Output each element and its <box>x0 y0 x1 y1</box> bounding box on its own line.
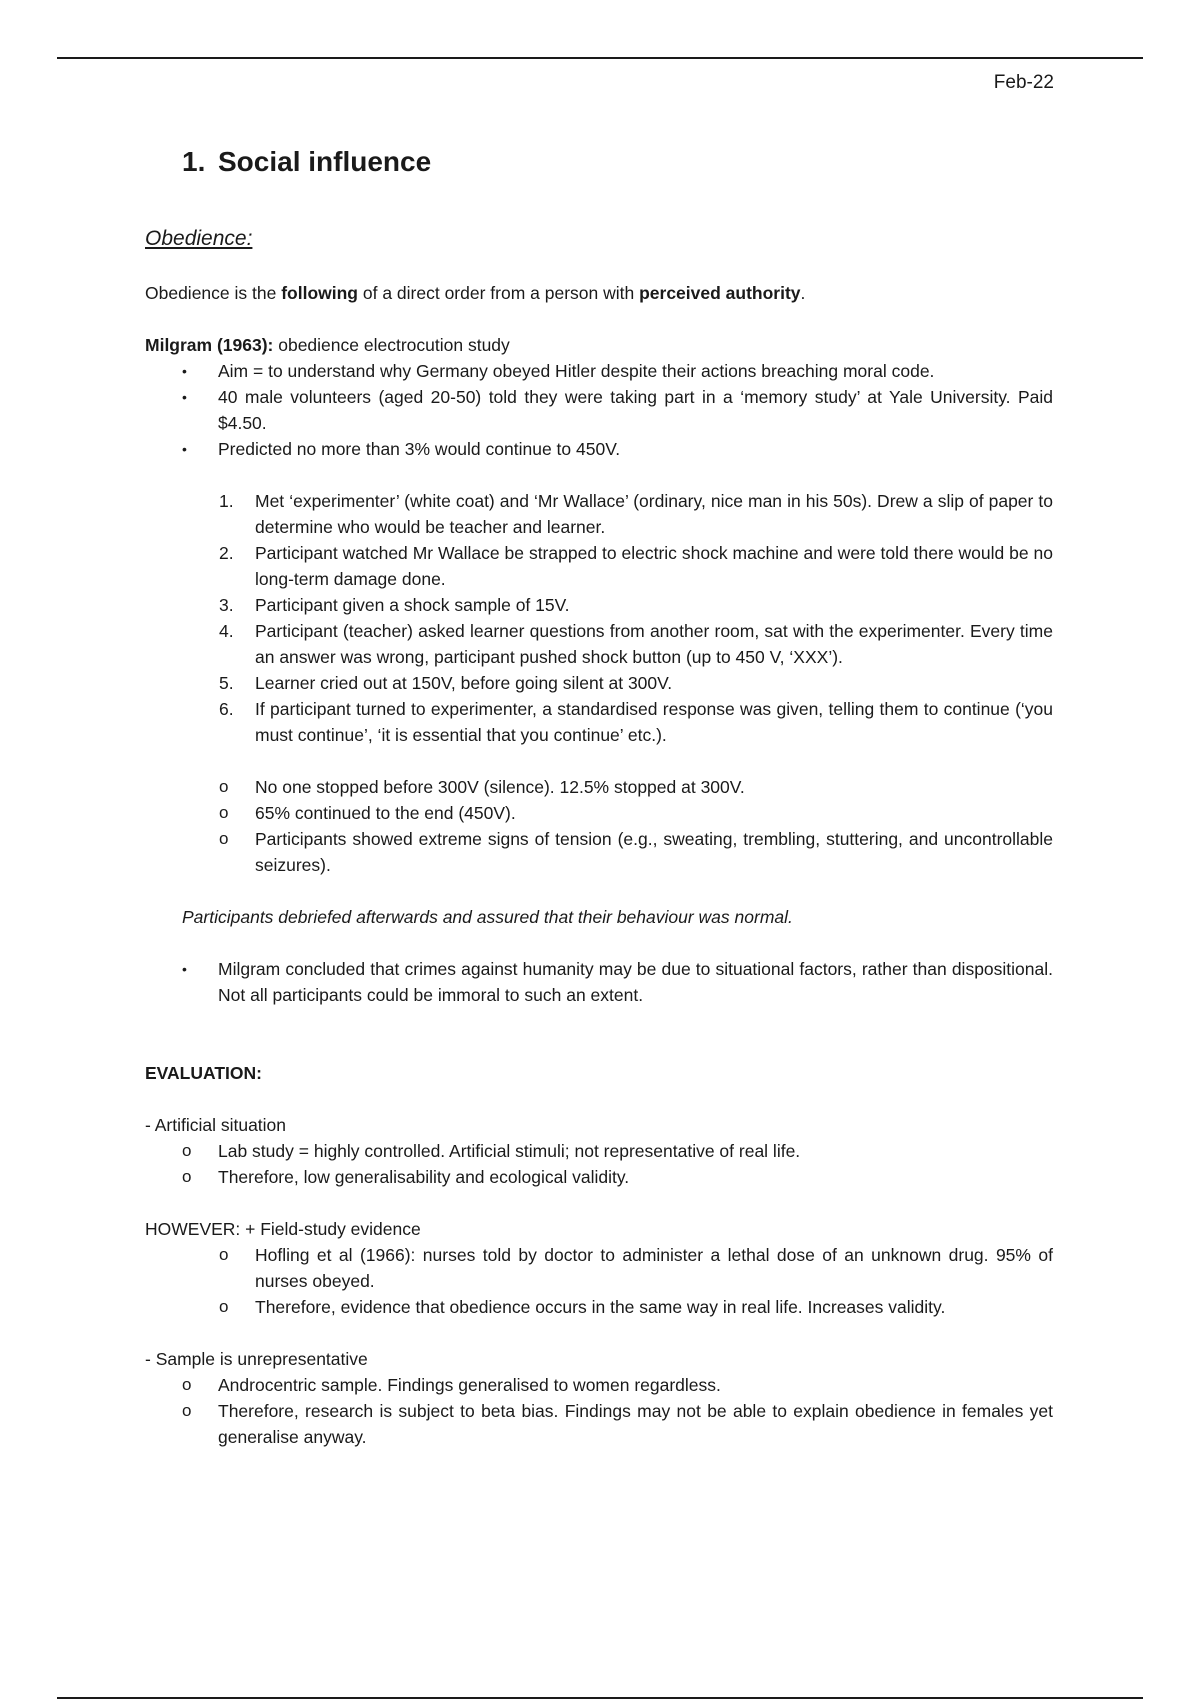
milgram-label: Milgram (1963): <box>145 335 274 355</box>
definition-text: . <box>800 283 806 303</box>
list-item-text: If participant turned to experimenter, a standardised response was given, telling them to continue (‘you must continue’, ‘it is essential that you continue’ etc.). <box>255 699 1053 745</box>
eval-artificial-points <box>145 1138 1053 1190</box>
circle-bullet-icon: o <box>219 777 229 796</box>
milgram-heading <box>145 332 1053 358</box>
title-text: Social influence <box>218 146 432 177</box>
definition-bold-authority: perceived authority <box>639 283 801 303</box>
page-title <box>182 146 431 178</box>
list-item <box>145 618 1053 670</box>
circle-bullet-icon: o <box>219 829 229 848</box>
procedure-steps <box>145 488 1053 748</box>
evaluation-heading: EVALUATION: <box>145 1063 262 1083</box>
obedience-heading: Obedience: <box>145 227 253 250</box>
list-item-text: Hofling et al (1966): nurses told by doctor to administer a lethal dose of an unknown drug. 95% of nurses obeyed. <box>255 1245 1053 1291</box>
circle-bullet-icon: o <box>219 803 229 822</box>
circle-bullet-icon: o <box>219 1245 229 1264</box>
list-item <box>145 384 1053 436</box>
title-number: 1. <box>182 146 206 177</box>
list-item-text: Aim = to understand why Germany obeyed Hitler despite their actions breaching moral code. <box>218 361 935 381</box>
header-date: Feb-22 <box>993 72 1054 93</box>
list-item <box>145 540 1053 592</box>
circle-bullet-icon: o <box>182 1401 192 1420</box>
list-item-text: Therefore, low generalisability and ecological validity. <box>218 1167 630 1187</box>
list-item <box>145 670 1053 696</box>
list-item-text: Learner cried out at 150V, before going silent at 300V. <box>255 673 673 693</box>
step-number: 4. <box>219 621 234 641</box>
list-item-text: Lab study = highly controlled. Artificial stimuli; not representative of real life. <box>218 1141 801 1161</box>
list-item <box>145 358 1053 384</box>
list-item <box>145 774 1053 800</box>
list-item <box>145 800 1053 826</box>
list-item <box>145 1372 1053 1398</box>
eval-artificial-label: - Artificial situation <box>145 1115 287 1135</box>
list-item-text: Milgram concluded that crimes against humanity may be due to situational factors, rather than dispositional. Not all participants could be immoral to such an extent. <box>218 959 1053 1005</box>
list-item-text: Participants showed extreme signs of tension (e.g., sweating, trembling, stuttering, and uncontrollable seizures). <box>255 829 1053 875</box>
document-body <box>145 226 1053 1450</box>
milgram-conclusion <box>145 956 1053 1008</box>
list-item-text: Participant watched Mr Wallace be strapped to electric shock machine and were told there would be no long-term damage done. <box>255 543 1053 589</box>
list-item <box>145 826 1053 878</box>
circle-bullet-icon: o <box>219 1297 229 1316</box>
list-item <box>145 1242 1053 1294</box>
header-rule <box>57 57 1143 59</box>
bullet-icon: • <box>182 441 187 457</box>
milgram-bullets <box>145 358 1053 462</box>
footer-rule <box>57 1697 1143 1699</box>
step-number: 5. <box>219 673 234 693</box>
circle-bullet-icon: o <box>182 1141 192 1160</box>
bullet-icon: • <box>182 961 187 977</box>
definition-bold-following: following <box>281 283 358 303</box>
step-number: 2. <box>219 543 234 563</box>
eval-however-points <box>145 1242 1053 1320</box>
list-item-text: 65% continued to the end (450V). <box>255 803 516 823</box>
list-item <box>145 488 1053 540</box>
list-item <box>145 1138 1053 1164</box>
bullet-icon: • <box>182 363 187 379</box>
definition-text: of a direct order from a person with <box>358 283 640 303</box>
obedience-definition <box>145 280 1053 306</box>
list-item-text: Participant given a shock sample of 15V. <box>255 595 570 615</box>
milgram-results <box>145 774 1053 878</box>
list-item <box>145 592 1053 618</box>
list-item-text: No one stopped before 300V (silence). 12.5% stopped at 300V. <box>255 777 745 797</box>
step-number: 1. <box>219 491 234 511</box>
list-item-text: Therefore, research is subject to beta bias. Findings may not be able to explain obedience in females yet generalise anyway. <box>218 1401 1053 1447</box>
list-item-text: Therefore, evidence that obedience occurs in the same way in real life. Increases validity. <box>255 1297 946 1317</box>
list-item <box>145 1164 1053 1190</box>
circle-bullet-icon: o <box>182 1375 192 1394</box>
list-item-text: Met ‘experimenter’ (white coat) and ‘Mr Wallace’ (ordinary, nice man in his 50s). Drew a slip of paper to determine who would be teacher and learner. <box>255 491 1053 537</box>
list-item-text: Participant (teacher) asked learner questions from another room, sat with the experimenter. Every time an answer was wrong, participant pushed shock button (up to 450 V, ‘XXX’). <box>255 621 1053 667</box>
list-item-text: 40 male volunteers (aged 20-50) told they were taking part in a ‘memory study’ at Yale University. Paid $4.50. <box>218 387 1053 433</box>
eval-sample-points <box>145 1372 1053 1450</box>
list-item <box>145 1294 1053 1320</box>
list-item-text: Androcentric sample. Findings generalised to women regardless. <box>218 1375 721 1395</box>
list-item-text: Predicted no more than 3% would continue to 450V. <box>218 439 621 459</box>
list-item <box>145 1398 1053 1450</box>
eval-sample-label: - Sample is unrepresentative <box>145 1349 368 1369</box>
bullet-icon: • <box>182 389 187 405</box>
milgram-desc: obedience electrocution study <box>273 335 510 355</box>
step-number: 6. <box>219 699 234 719</box>
list-item <box>145 696 1053 748</box>
definition-text: Obedience is the <box>145 283 282 303</box>
step-number: 3. <box>219 595 234 615</box>
list-item <box>145 436 1053 462</box>
circle-bullet-icon: o <box>182 1167 192 1186</box>
debrief-note: Participants debriefed afterwards and assured that their behaviour was normal. <box>182 907 793 927</box>
eval-however-label: HOWEVER: + Field-study evidence <box>145 1219 421 1239</box>
